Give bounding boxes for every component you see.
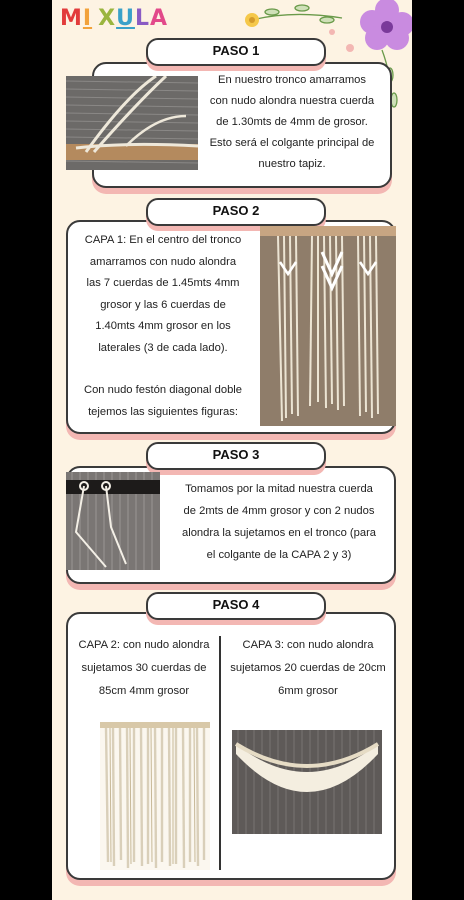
step-2-photo (260, 226, 396, 426)
step-4-right-line: 6mm grosor (278, 685, 338, 697)
step-2-line: amarramos con nudo alondra (89, 255, 237, 268)
step-3-line: alondra la sujetamos en el tronco (para (181, 527, 377, 539)
sun-flower-icon (245, 13, 259, 27)
step-1-line: con nudo alondra nuestra cuerda (209, 95, 375, 107)
step-4-right-line: CAPA 3: con nudo alondra (242, 639, 374, 651)
flower-icon (360, 0, 412, 50)
brand-letter: I (82, 6, 93, 31)
brand-letter: X (98, 6, 117, 31)
brand-letter: L (134, 6, 150, 31)
column-divider (219, 636, 221, 870)
step-1-text (194, 70, 390, 175)
step-4-left-line: sujetamos 30 cuerdas de (81, 662, 207, 674)
step-3-line: de 2mts de 4mm grosor y con 2 nudos (183, 505, 375, 517)
step-4-left-text (68, 634, 220, 703)
step-4-right-line: sujetamos 20 cuerdas de 20cm (230, 662, 386, 674)
step-3-photo (66, 472, 160, 570)
step-4-left-photo (100, 722, 210, 870)
step-2-line: CAPA 1: En el centro del tronco (84, 234, 242, 246)
step-1-line: nuestro tapiz. (258, 158, 326, 170)
step-2-line: 1.40mts 4mm grosor en los (95, 320, 231, 332)
step-1-photo (66, 76, 198, 170)
step-1-line: En nuestro tronco amarramos (218, 74, 366, 86)
step-4-left-line: CAPA 2: con nudo alondra (78, 639, 210, 651)
step-3-title: PASO 3 (146, 442, 326, 470)
brand-letter: U (116, 6, 135, 31)
step-3-line: el colgante de la CAPA 2 y 3) (206, 549, 352, 561)
step-1-line: de 1.30mts de 4mm de grosor. (216, 116, 368, 128)
step-2-title: PASO 2 (146, 198, 326, 226)
step-2-line (70, 359, 256, 380)
step-2-line: Con nudo festón diagonal doble (84, 384, 242, 396)
infographic-page (52, 0, 412, 900)
step-3-text (166, 478, 392, 566)
step-3-line: Tomamos por la mitad nuestra cuerda (185, 483, 373, 495)
step-2-line: las 7 cuerdas de 1.45mts 4mm (86, 277, 240, 289)
step-2-line: tejemos las siguientes figuras: (88, 405, 238, 418)
step-2-line: grosor y las 6 cuerdas de (100, 298, 226, 311)
step-1-line: Esto será el colgante principal de (209, 137, 375, 149)
step-2-text (70, 230, 256, 423)
brand-logo (60, 6, 168, 31)
step-4-left-line: 85cm 4mm grosor (98, 685, 190, 697)
flower-icon (329, 29, 354, 52)
step-4-right-photo (232, 730, 382, 834)
brand-letter: M (60, 6, 83, 31)
brand-letter: A (149, 6, 168, 31)
step-4-title: PASO 4 (146, 592, 326, 620)
step-1-title: PASO 1 (146, 38, 326, 66)
step-2-line: laterales (3 de cada lado). (98, 341, 228, 354)
step-4-right-text (224, 634, 392, 703)
